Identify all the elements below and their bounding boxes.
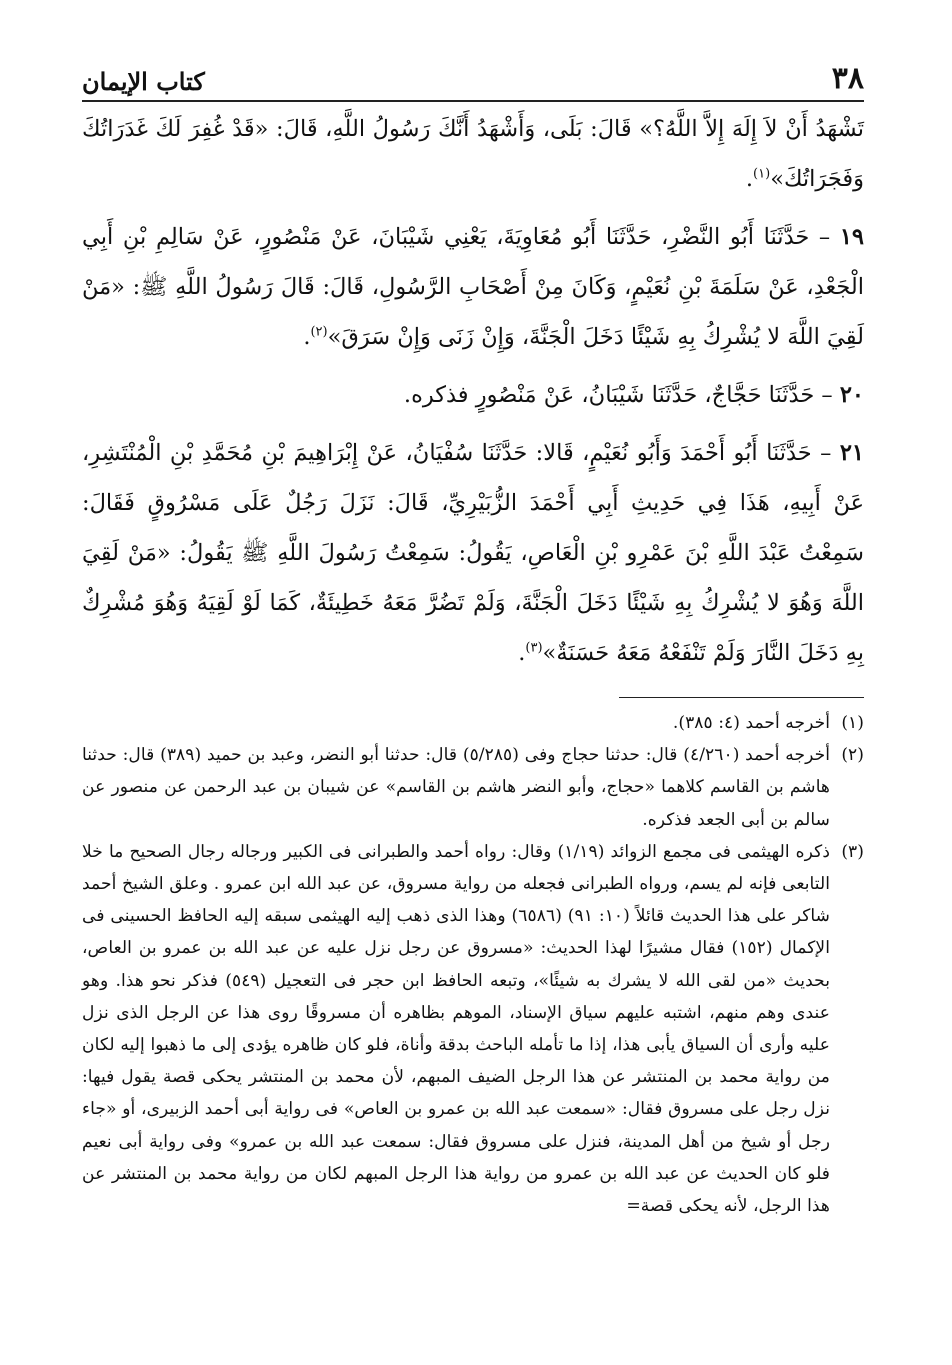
footnote-3 [82,836,864,1222]
footnotes [82,707,864,1222]
hadith-21: ٢١ – حَدَّثَنَا أَبُو أَحْمَدَ وَأَبُو نُعَيْمٍ، قَالا: حَدَّثَنَا سُفْيَانُ، عَنْ إِبْرَاهِيمَ بْنِ مُحَمَّدِ بْنِ الْمُنْتَشِرِ، عَنْ أَبِيهِ، هَذَا فِي حَدِيثِ أَبِي أَحْمَدَ الزُّبَيْرِيِّ، قَالَ: نَزَلَ رَجُلٌ عَلَى مَسْرُوقٍ فَقَالَ: سَمِعْتُ عَبْدَ اللَّهِ بْنَ عَمْرِو بْنِ الْعَاصِ، يَقُولُ: سَمِعْتُ رَسُولَ اللَّهِ ﷺ يَقُولُ: «مَنْ لَقِيَ اللَّهَ وَهُوَ لا يُشْرِكُ بِهِ شَيْئًا دَخَلَ الْجَنَّةَ، وَلَمْ تَضُرَّ مَعَهُ خَطِيئَةٌ، كَمَا لَوْ لَقِيَهُ وَهُوَ مُشْرِكٌ بِهِ دَخَلَ النَّارَ وَلَمْ تَنْفَعْهُ مَعَهُ حَسَنَةٌ»$^{(٣)}$. [82,440,865,666]
footnote-mark: (٢) [841,745,864,766]
footnote-ref: (٢) [310,324,328,340]
footnote-mark: (١) [841,713,864,733]
hadith-text: – حَدَّثَنَا حَجَّاجٌ، حَدَّثَنَا شَيْبَانُ، عَنْ مَنْصُورٍ فذكره. [403,382,833,408]
paragraph-text: تَشْهَدُ أَنْ لاَ إِلَهَ إِلاَّ اللَّهُ؟» قَالَ: بَلَى، وَأَشْهَدُ أَنَّكَ رَسُولُ اللَّهِ، قَالَ: «قَدْ غُفِرَ لَكَ غَدَرَاتُكَ وَفَجَرَاتُكَ» [82,116,864,192]
hadith-text: – حَدَّثَنَا أَبُو النَّضْرِ، حَدَّثَنَا أَبُو مُعَاوِيَةَ، يَعْنِي شَيْبَانَ، عَنْ مَنْصُورٍ، عَنْ سَالِمِ بْنِ أَبِي الْجَعْدِ، عَنْ سَلَمَةَ بْنِ نُعَيْمٍ، وَكَانَ مِنْ أَصْحَابِ الرَّسُولِ، قَالَ: قَالَ رَسُولُ اللَّهِ ﷺ: «مَنْ لَقِيَ اللَّهَ لا يُشْرِكُ بِهِ شَيْئًا دَخَلَ الْجَنَّةَ، وَإِنْ زَنَى وَإِنْ سَرَقَ» [82,224,864,350]
hadith-number: ١٩ [839,224,865,250]
paragraph-continuation: تَشْهَدُ أَنْ لاَ إِلَهَ إِلاَّ اللَّهُ؟» قَالَ: بَلَى، وَأَشْهَدُ أَنَّكَ رَسُولُ اللَّهِ، قَالَ: «قَدْ غُفِرَ لَكَ غَدَرَاتُكَ وَفَجَرَاتُكَ»$^{(١)}$. [82,116,864,192]
footnote-divider [619,697,864,698]
footnote-2 [82,739,864,836]
footnote-mark: (٣) [841,841,864,862]
hadith-number: ٢٠ [839,382,864,408]
page-number: ٣٨ [831,61,864,96]
page-header [82,58,864,102]
footnote-text: أخرجه أحمد (٤/٢٦٠) قال: حدثنا حجاج وفى (٥/٢٨٥) قال: حدثنا أبو النضر، وعبد بن حميد (٣٨٩) قال: حدثنا هاشم بن القاسم كلاهما «حجاج، وأبو النضر هاشم بن القاسم» عن شيبان بن عبد الرحمن عن منصور عن سالم بن أبى الجعد فذكره. [82,745,830,830]
hadith-number: ٢١ [839,440,865,466]
footnote-1 [82,707,864,739]
footnote-ref: (١) [753,166,771,182]
main-text [82,104,864,686]
footnote-text: أخرجه أحمد (٤: ٣٨٥). [672,713,830,733]
footnote-ref: (٣) [525,640,543,656]
footnote-text: ذكره الهيثمى فى مجمع الزوائد (١/١٩) وقال: رواه أحمد والطبرانى فى الكبير ورجاله رجال الصحيح ما خلا التابعى فإنه لم يسم، ورواه الطبرانى فجعله من رواية مسروق، عن عبد الله ابن عمرو . وعلق الشيخ أحمد شاكر على هذا الحديث قائلاً (١٠: ٩١) (٦٥٨٦) وهذا الذى ذهب إليه الهيثمى سبقه إليه الحافظ الحسينى فى الإكمال (١٥٢) فقال مشيرًا لهذا الحديث: «مسروق عن رجل نزل عليه عن عبد الله بن عمرو بن العاص، بحديث «من لقى الله لا يشرك به شيئًا»، وتبعه الحافظ ابن حجر فى التعجيل (٥٤٩) فذكر نحو هذا. وهو عندى وهم منهم، اشتبه عليهم سياق الإسناد، الموهم بظاهره أن مسروقًا روى هذا عن الرجل الذى نزل عليه وأرى أن السياق يأبى هذا، إذا ما تأمله الباحث بدقة وأناة، فلو كان ظاهره يؤدى إلى ما ذهبوا إليه لكان من رواية محمد بن المنتشر عن هذا الرجل الضيف المبهم، لأن محمد بن المنتشر يحكى قصة يقول فيها: نزل رجل على مسروق فقال: «سمعت عبد الله بن عمرو بن العاص» فى رواية أبى أحمد الزبيرى، أو «جاء رجل أو شيخ من أهل المدينة، فنزل على مسروق فقال: سمعت عبد الله بن عمرو» وفى رواية أبى نعيم فلو كان الحديث عن عبد الله بن عمرو من رواية هذا الرجل المبهم لكان من رواية محمد بن المنتشر عن هذا الرجل، لأنه يحكى قصة= [82,841,831,1217]
hadith-text: – حَدَّثَنَا أَبُو أَحْمَدَ وَأَبُو نُعَيْمٍ، قَالا: حَدَّثَنَا سُفْيَانُ، عَنْ إِبْرَاهِيمَ بْنِ مُحَمَّدِ بْنِ الْمُنْتَشِرِ، عَنْ أَبِيهِ، هَذَا فِي حَدِيثِ أَبِي أَحْمَدَ الزُّبَيْرِيِّ، قَالَ: نَزَلَ رَجُلٌ عَلَى مَسْرُوقٍ فَقَالَ: سَمِعْتُ عَبْدَ اللَّهِ بْنَ عَمْرِو بْنِ الْعَاصِ، يَقُولُ: سَمِعْتُ رَسُولَ اللَّهِ ﷺ يَقُولُ: «مَنْ لَقِيَ اللَّهَ وَهُوَ لا يُشْرِكُ بِهِ شَيْئًا دَخَلَ الْجَنَّةَ، وَلَمْ تَضُرَّ مَعَهُ خَطِيئَةٌ، كَمَا لَوْ لَقِيَهُ وَهُوَ مُشْرِكٌ بِهِ دَخَلَ النَّارَ وَلَمْ تَنْفَعْهُ مَعَهُ حَسَنَةٌ» [82,440,865,666]
hadith-20 [82,370,864,420]
book-title: كتاب الإيمان [82,67,205,96]
hadith-19: ١٩ – حَدَّثَنَا أَبُو النَّضْرِ، حَدَّثَنَا أَبُو مُعَاوِيَةَ، يَعْنِي شَيْبَانَ، عَنْ مَنْصُورٍ، عَنْ سَالِمِ بْنِ أَبِي الْجَعْدِ، عَنْ سَلَمَةَ بْنِ نُعَيْمٍ، وَكَانَ مِنْ أَصْحَابِ الرَّسُولِ، قَالَ: قَالَ رَسُولُ اللَّهِ ﷺ: «مَنْ لَقِيَ اللَّهَ لا يُشْرِكُ بِهِ شَيْئًا دَخَلَ الْجَنَّةَ، وَإِنْ زَنَى وَإِنْ سَرَقَ»$^{(٢)}$. [82,224,865,350]
